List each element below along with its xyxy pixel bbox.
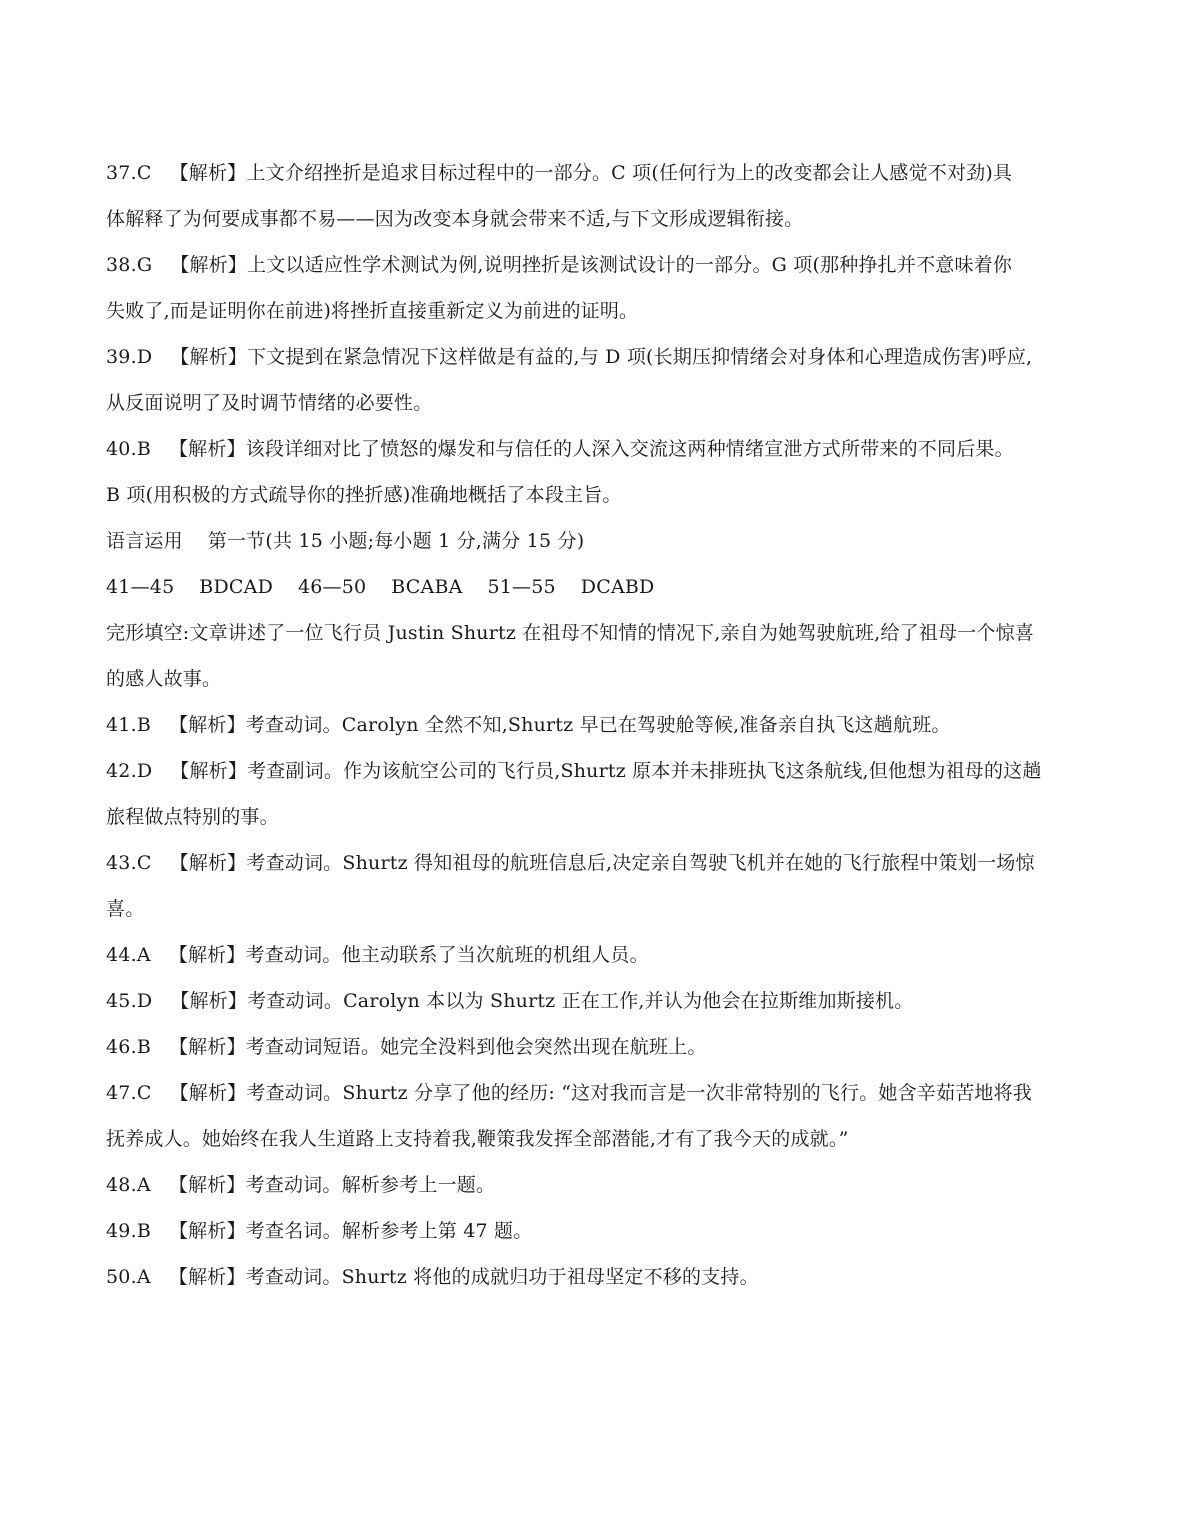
line-text: 下文提到在紧急情况下这样做是有益的,与 D 项(长期压抑情绪会对身体和心理造成伤害)呼应,	[247, 346, 1033, 368]
analysis-tag: 【解析】	[170, 760, 248, 782]
line-text: 考查动词短语。她完全没料到他会突然出现在航班上。	[245, 1036, 707, 1058]
text-line	[106, 426, 1096, 472]
analysis-tag: 【解析】	[170, 254, 248, 276]
text-line	[106, 242, 1096, 288]
line-text: 体解释了为何要成事都不易——因为改变本身就会带来不适,与下文形成逻辑衔接。	[106, 208, 804, 230]
line-text: 喜。	[106, 898, 145, 920]
text-line	[106, 1024, 1096, 1070]
text-line	[106, 1162, 1096, 1208]
line-text: 考查动词。Carolyn 全然不知,Shurtz 早已在驾驶舱等候,准备亲自执飞这趟航班。	[245, 714, 951, 736]
line-text: B 项(用积极的方式疏导你的挫折感)准确地概括了本段主旨。	[106, 484, 622, 506]
line-text: 的感人故事。	[106, 668, 222, 690]
question-number: 37.C	[106, 162, 152, 184]
analysis-tag: 【解析】	[168, 1036, 246, 1058]
text-line	[106, 1116, 1096, 1162]
line-text: 考查动词。Shurtz 分享了他的经历: “这对我而言是一次非常特别的飞行。她含辛茹苦地将我	[246, 1082, 1032, 1104]
text-line	[106, 656, 1096, 702]
text-line	[106, 1208, 1096, 1254]
line-text: 考查动词。解析参考上一题。	[245, 1174, 496, 1196]
line-text: 考查动词。Shurtz 得知祖母的航班信息后,决定亲自驾驶飞机并在她的飞行旅程中策划一场惊	[246, 852, 1035, 874]
question-number: 49.B	[106, 1220, 151, 1242]
line-text: 考查动词。他主动联系了当次航班的机组人员。	[245, 944, 649, 966]
text-line	[106, 932, 1096, 978]
question-number: 48.A	[106, 1174, 151, 1196]
line-text: 考查动词。Carolyn 本以为 Shurtz 正在工作,并认为他会在拉斯维加斯接机。	[247, 990, 914, 1012]
text-line	[106, 702, 1096, 748]
text-line	[106, 1254, 1096, 1300]
analysis-tag: 【解析】	[169, 852, 247, 874]
analysis-tag: 【解析】	[168, 714, 246, 736]
line-text: 从反面说明了及时调节情绪的必要性。	[106, 392, 433, 414]
text-line	[106, 472, 1096, 518]
line-text: 语言运用 第一节(共 15 小题;每小题 1 分,满分 15 分)	[106, 530, 585, 552]
question-number: 40.B	[106, 438, 151, 460]
question-number: 46.B	[106, 1036, 151, 1058]
line-text: 完形填空:文章讲述了一位飞行员 Justin Shurtz 在祖母不知情的情况下,亲自为她驾驶航班,给了祖母一个惊喜	[106, 622, 1034, 644]
analysis-tag: 【解析】	[168, 944, 246, 966]
line-text: 考查副词。作为该航空公司的飞行员,Shurtz 原本并未排班执飞这条航线,但他想为祖母的这趟	[247, 760, 1042, 782]
question-number: 44.A	[106, 944, 151, 966]
question-number: 42.D	[106, 760, 153, 782]
analysis-tag: 【解析】	[169, 162, 247, 184]
text-line	[106, 978, 1096, 1024]
text-line	[106, 150, 1096, 196]
text-line	[106, 794, 1096, 840]
line-text: 失败了,而是证明你在前进)将挫折直接重新定义为前进的证明。	[106, 300, 639, 322]
text-line	[106, 1070, 1096, 1116]
line-text: 考查名词。解析参考上第 47 题。	[245, 1220, 533, 1242]
line-text: 41—45 BDCAD 46—50 BCABA 51—55 DCABD	[106, 576, 655, 598]
document-page	[106, 150, 1096, 1300]
text-line	[106, 518, 1096, 564]
analysis-tag: 【解析】	[168, 1174, 246, 1196]
text-line	[106, 610, 1096, 656]
question-number: 43.C	[106, 852, 152, 874]
question-number: 45.D	[106, 990, 153, 1012]
line-text: 抚养成人。她始终在我人生道路上支持着我,鞭策我发挥全部潜能,才有了我今天的成就。”	[106, 1128, 849, 1150]
text-line	[106, 380, 1096, 426]
analysis-tag: 【解析】	[168, 1266, 246, 1288]
question-number: 38.G	[106, 254, 153, 276]
analysis-tag: 【解析】	[170, 990, 248, 1012]
question-number: 41.B	[106, 714, 151, 736]
text-line	[106, 288, 1096, 334]
text-line	[106, 196, 1096, 242]
question-number: 50.A	[106, 1266, 151, 1288]
text-line	[106, 840, 1096, 886]
line-text: 上文以适应性学术测试为例,说明挫折是该测试设计的一部分。G 项(那种挣扎并不意味着你	[247, 254, 1013, 276]
analysis-tag: 【解析】	[168, 438, 246, 460]
analysis-tag: 【解析】	[168, 1220, 246, 1242]
analysis-tag: 【解析】	[169, 1082, 247, 1104]
question-number: 39.D	[106, 346, 153, 368]
analysis-tag: 【解析】	[170, 346, 248, 368]
text-line	[106, 334, 1096, 380]
text-line	[106, 748, 1096, 794]
text-line	[106, 886, 1096, 932]
line-text: 上文介绍挫折是追求目标过程中的一部分。C 项(任何行为上的改变都会让人感觉不对劲)具	[246, 162, 1013, 184]
line-text: 考查动词。Shurtz 将他的成就归功于祖母坚定不移的支持。	[245, 1266, 759, 1288]
question-number: 47.C	[106, 1082, 152, 1104]
line-text: 该段详细对比了愤怒的爆发和与信任的人深入交流这两种情绪宣泄方式所带来的不同后果。	[245, 438, 1014, 460]
line-text: 旅程做点特别的事。	[106, 806, 279, 828]
text-line	[106, 564, 1096, 610]
